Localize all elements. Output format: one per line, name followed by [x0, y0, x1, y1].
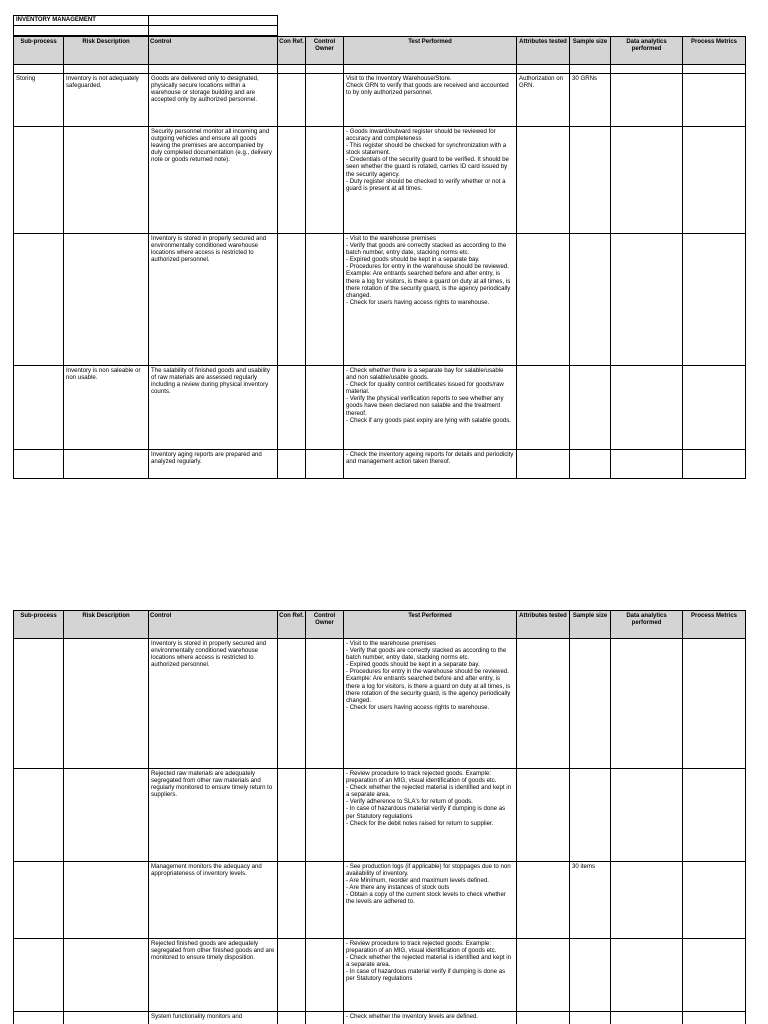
cell-con-ref	[278, 234, 306, 366]
cell-control: Rejected raw materials are adequately segregated from other raw materials and regularly monitored to ensure timely return to suppliers.	[149, 769, 278, 862]
cell-con-ref	[278, 639, 306, 769]
cell-control-owner	[306, 639, 344, 769]
header-con-ref: Con Ref.	[278, 37, 306, 65]
header-control-owner: Control Owner	[306, 37, 344, 65]
table-row	[14, 74, 746, 127]
cell-sample-size: 30 GRNs	[570, 74, 611, 127]
cell-process-metrics	[683, 127, 746, 234]
cell-risk-description	[64, 450, 149, 479]
cell-process-metrics	[683, 366, 746, 450]
table-row	[14, 1012, 746, 1024]
inventory-table-2	[13, 610, 746, 1024]
title-blank-cell	[149, 16, 278, 26]
cell-risk-description	[64, 1012, 149, 1024]
cell-process-metrics	[683, 862, 746, 939]
header-row	[14, 611, 746, 639]
cell-attributes-tested	[517, 862, 570, 939]
cell-sample-size	[570, 939, 611, 1012]
cell-attributes-tested	[517, 234, 570, 366]
cell-con-ref	[278, 450, 306, 479]
cell-process-metrics	[683, 769, 746, 862]
cell-risk-description	[64, 127, 149, 234]
cell-test-performed: - See production logs (if applicable) for stoppages due to non availability of inventory. - Are Minimum, reorder and maximum levels defined. - Are there any instances of stock outs - Obtain a copy of the current stock levels to check whether the levels are adhered to.	[344, 862, 517, 939]
header-row	[14, 37, 746, 65]
header-control: Control	[149, 611, 278, 639]
cell-sample-size	[570, 450, 611, 479]
cell-con-ref	[278, 862, 306, 939]
cell-risk-description	[64, 939, 149, 1012]
cell-control-owner	[306, 234, 344, 366]
cell-control: Management monitors the adequacy and appropriateness of inventory levels.	[149, 862, 278, 939]
cell-control-owner	[306, 74, 344, 127]
cell-sub-process	[14, 366, 64, 450]
cell-control: The salability of finished goods and usability of raw materials are assessed regularly including a review during physical inventory counts.	[149, 366, 278, 450]
cell-risk-description: Inventory is non saleable or non usable.	[64, 366, 149, 450]
cell-sub-process	[14, 769, 64, 862]
table-row	[14, 127, 746, 234]
cell-test-performed: - Check whether the inventory levels are defined.	[344, 1012, 517, 1024]
cell-con-ref	[278, 366, 306, 450]
header-sample-size: Sample size	[570, 611, 611, 639]
header-sub-process: Sub-process	[14, 611, 64, 639]
header-test-performed: Test Performed	[344, 611, 517, 639]
cell-control: System functionality monitors and	[149, 1012, 278, 1024]
header-attributes-tested: Attributes tested	[517, 611, 570, 639]
cell-sub-process	[14, 1012, 64, 1024]
table-row	[14, 450, 746, 479]
cell-control-owner	[306, 1012, 344, 1024]
cell-con-ref	[278, 769, 306, 862]
cell-control: Inventory is stored in properly secured and environmentally conditioned warehouse locations where access is restricted to authorized personnel.	[149, 234, 278, 366]
cell-test-performed: - Visit to the warehouse premises - Verify that goods are correctly stacked as according to the batch number, entry date, stacking norms etc. - Expired goods should be kept in a separate bay. - Procedures for entry in the warehouse should be reviewed. Example: Are entrants searched before and after entry, is there a log for visitors, is there a guard on duty at all times, is there rotation of the security guard, is the agency periodically changed. - Check for users having access rights to warehouse.	[344, 639, 517, 769]
header-control: Control	[149, 37, 278, 65]
cell-sample-size	[570, 639, 611, 769]
cell-sample-size	[570, 769, 611, 862]
cell-risk-description: Inventory is not adequately safeguarded.	[64, 74, 149, 127]
cell-con-ref	[278, 127, 306, 234]
cell-sub-process: Storing	[14, 74, 64, 127]
spacer-row	[14, 65, 746, 74]
cell-attributes-tested	[517, 366, 570, 450]
cell-sub-process	[14, 127, 64, 234]
cell-attributes-tested	[517, 1012, 570, 1024]
header-attributes-tested: Attributes tested	[517, 37, 570, 65]
cell-test-performed: - Check the inventory ageing reports for details and periodicity and management action taken thereof.	[344, 450, 517, 479]
cell-sample-size	[570, 127, 611, 234]
header-process-metrics: Process Metrics	[683, 37, 746, 65]
header-sub-process: Sub-process	[14, 37, 64, 65]
cell-risk-description	[64, 639, 149, 769]
cell-data-analytics	[611, 639, 683, 769]
inventory-table-1	[13, 36, 746, 479]
table-row	[14, 862, 746, 939]
cell-data-analytics	[611, 74, 683, 127]
cell-data-analytics	[611, 366, 683, 450]
cell-control-owner	[306, 939, 344, 1012]
cell-control-owner	[306, 366, 344, 450]
cell-con-ref	[278, 939, 306, 1012]
cell-process-metrics	[683, 639, 746, 769]
cell-attributes-tested	[517, 639, 570, 769]
cell-attributes-tested	[517, 769, 570, 862]
title-blank-cell	[14, 26, 149, 36]
cell-sample-size	[570, 366, 611, 450]
cell-con-ref	[278, 1012, 306, 1024]
header-data-analytics: Data analytics performed	[611, 611, 683, 639]
cell-data-analytics	[611, 234, 683, 366]
header-test-performed: Test Performed	[344, 37, 517, 65]
cell-control-owner	[306, 450, 344, 479]
table-row	[14, 234, 746, 366]
cell-data-analytics	[611, 450, 683, 479]
cell-control: Security personnel monitor all incoming and outgoing vehicles and ensure all goods leaving the premises are accompanied by duly completed documentation (e.g., delivery note or goods returned note).	[149, 127, 278, 234]
cell-sample-size: 30 items	[570, 862, 611, 939]
cell-sample-size	[570, 234, 611, 366]
cell-control: Rejected finished goods are adequately segregated from other finished goods and are monitored to ensure timely disposition.	[149, 939, 278, 1012]
cell-test-performed: - Review procedure to track rejected goods. Example: preparation of an MIG, visual identification of goods etc. - Check whether the rejected material is identified and kept in a separate area. - In case of hazardous material verify if dumping is done as per Statutory regulations	[344, 939, 517, 1012]
title-block	[13, 15, 278, 36]
table-row	[14, 939, 746, 1012]
cell-test-performed: - Review procedure to track rejected goods. Example: preparation of an MIG, visual identification of goods etc. - Check whether the rejected material is identified and kept in a separate area. - Verify adherence to SLA's for return of goods. - In case of hazardous material verify if dumping is done as per Statutory regulations - Check for the debit notes raised for return to supplier.	[344, 769, 517, 862]
cell-control-owner	[306, 862, 344, 939]
cell-test-performed: Visit to the Inventory Warehouse/Store. Check GRN to verify that goods are received and accounted to by only authorized personnel.	[344, 74, 517, 127]
cell-process-metrics	[683, 450, 746, 479]
cell-risk-description	[64, 769, 149, 862]
cell-control-owner	[306, 769, 344, 862]
cell-control: Inventory is stored in properly secured and environmentally conditioned warehouse locations where access is restricted to authorized personnel.	[149, 639, 278, 769]
table-row	[14, 639, 746, 769]
cell-data-analytics	[611, 769, 683, 862]
cell-sub-process	[14, 862, 64, 939]
cell-data-analytics	[611, 127, 683, 234]
header-risk-description: Risk Description	[64, 37, 149, 65]
header-sample-size: Sample size	[570, 37, 611, 65]
table-row	[14, 769, 746, 862]
cell-data-analytics	[611, 862, 683, 939]
cell-attributes-tested: Authorization on GRN.	[517, 74, 570, 127]
cell-process-metrics	[683, 234, 746, 366]
cell-risk-description	[64, 234, 149, 366]
cell-sub-process	[14, 234, 64, 366]
header-data-analytics: Data analytics performed	[611, 37, 683, 65]
cell-control: Inventory aging reports are prepared and analyzed regularly.	[149, 450, 278, 479]
table-row	[14, 366, 746, 450]
cell-data-analytics	[611, 1012, 683, 1024]
cell-sub-process	[14, 450, 64, 479]
document-title: INVENTORY MANAGEMENT	[14, 16, 149, 26]
header-con-ref: Con Ref.	[278, 611, 306, 639]
cell-control: Goods are delivered only to designated, physically secure locations within a warehouse or storage building and are accepted only by authorized personnel.	[149, 74, 278, 127]
cell-sub-process	[14, 639, 64, 769]
cell-con-ref	[278, 74, 306, 127]
cell-test-performed: - Visit to the warehouse premises - Verify that goods are correctly stacked as according to the batch number, entry date, stacking norms etc. - Expired goods should be kept in a separate bay. - Procedures for entry in the warehouse should be reviewed. Example: Are entrants searched before and after entry, is there a log for visitors, is there a guard on duty at all times, is there rotation of the security guard, is the agency periodically changed. - Check for users having access rights to warehouse.	[344, 234, 517, 366]
title-blank-cell	[149, 26, 278, 36]
header-process-metrics: Process Metrics	[683, 611, 746, 639]
cell-data-analytics	[611, 939, 683, 1012]
header-control-owner: Control Owner	[306, 611, 344, 639]
cell-test-performed: - Check whether there is a separate bay for salable/usable and non salable/usable goods. - Check for quality control certificates issued for goods/raw material. - Verify the physical verification reports to see whether any goods have been declared non salable and the treatment thereof. - Check if any goods past expiry are lying with salable goods.	[344, 366, 517, 450]
cell-process-metrics	[683, 1012, 746, 1024]
cell-attributes-tested	[517, 450, 570, 479]
cell-sub-process	[14, 939, 64, 1012]
cell-sample-size	[570, 1012, 611, 1024]
cell-process-metrics	[683, 939, 746, 1012]
cell-risk-description	[64, 862, 149, 939]
header-risk-description: Risk Description	[64, 611, 149, 639]
cell-process-metrics	[683, 74, 746, 127]
cell-attributes-tested	[517, 939, 570, 1012]
cell-attributes-tested	[517, 127, 570, 234]
cell-control-owner	[306, 127, 344, 234]
cell-test-performed: - Goods inward/outward register should be reviewed for accuracy and completeness - This register should be checked for synchronization with a stock statement. - Credentials of the security guard to be verified. It should be seen whether the guard is rotated, carries ID card issued by the security agency. - Duty register should be checked to verify whether or not a guard is present at all times.	[344, 127, 517, 234]
